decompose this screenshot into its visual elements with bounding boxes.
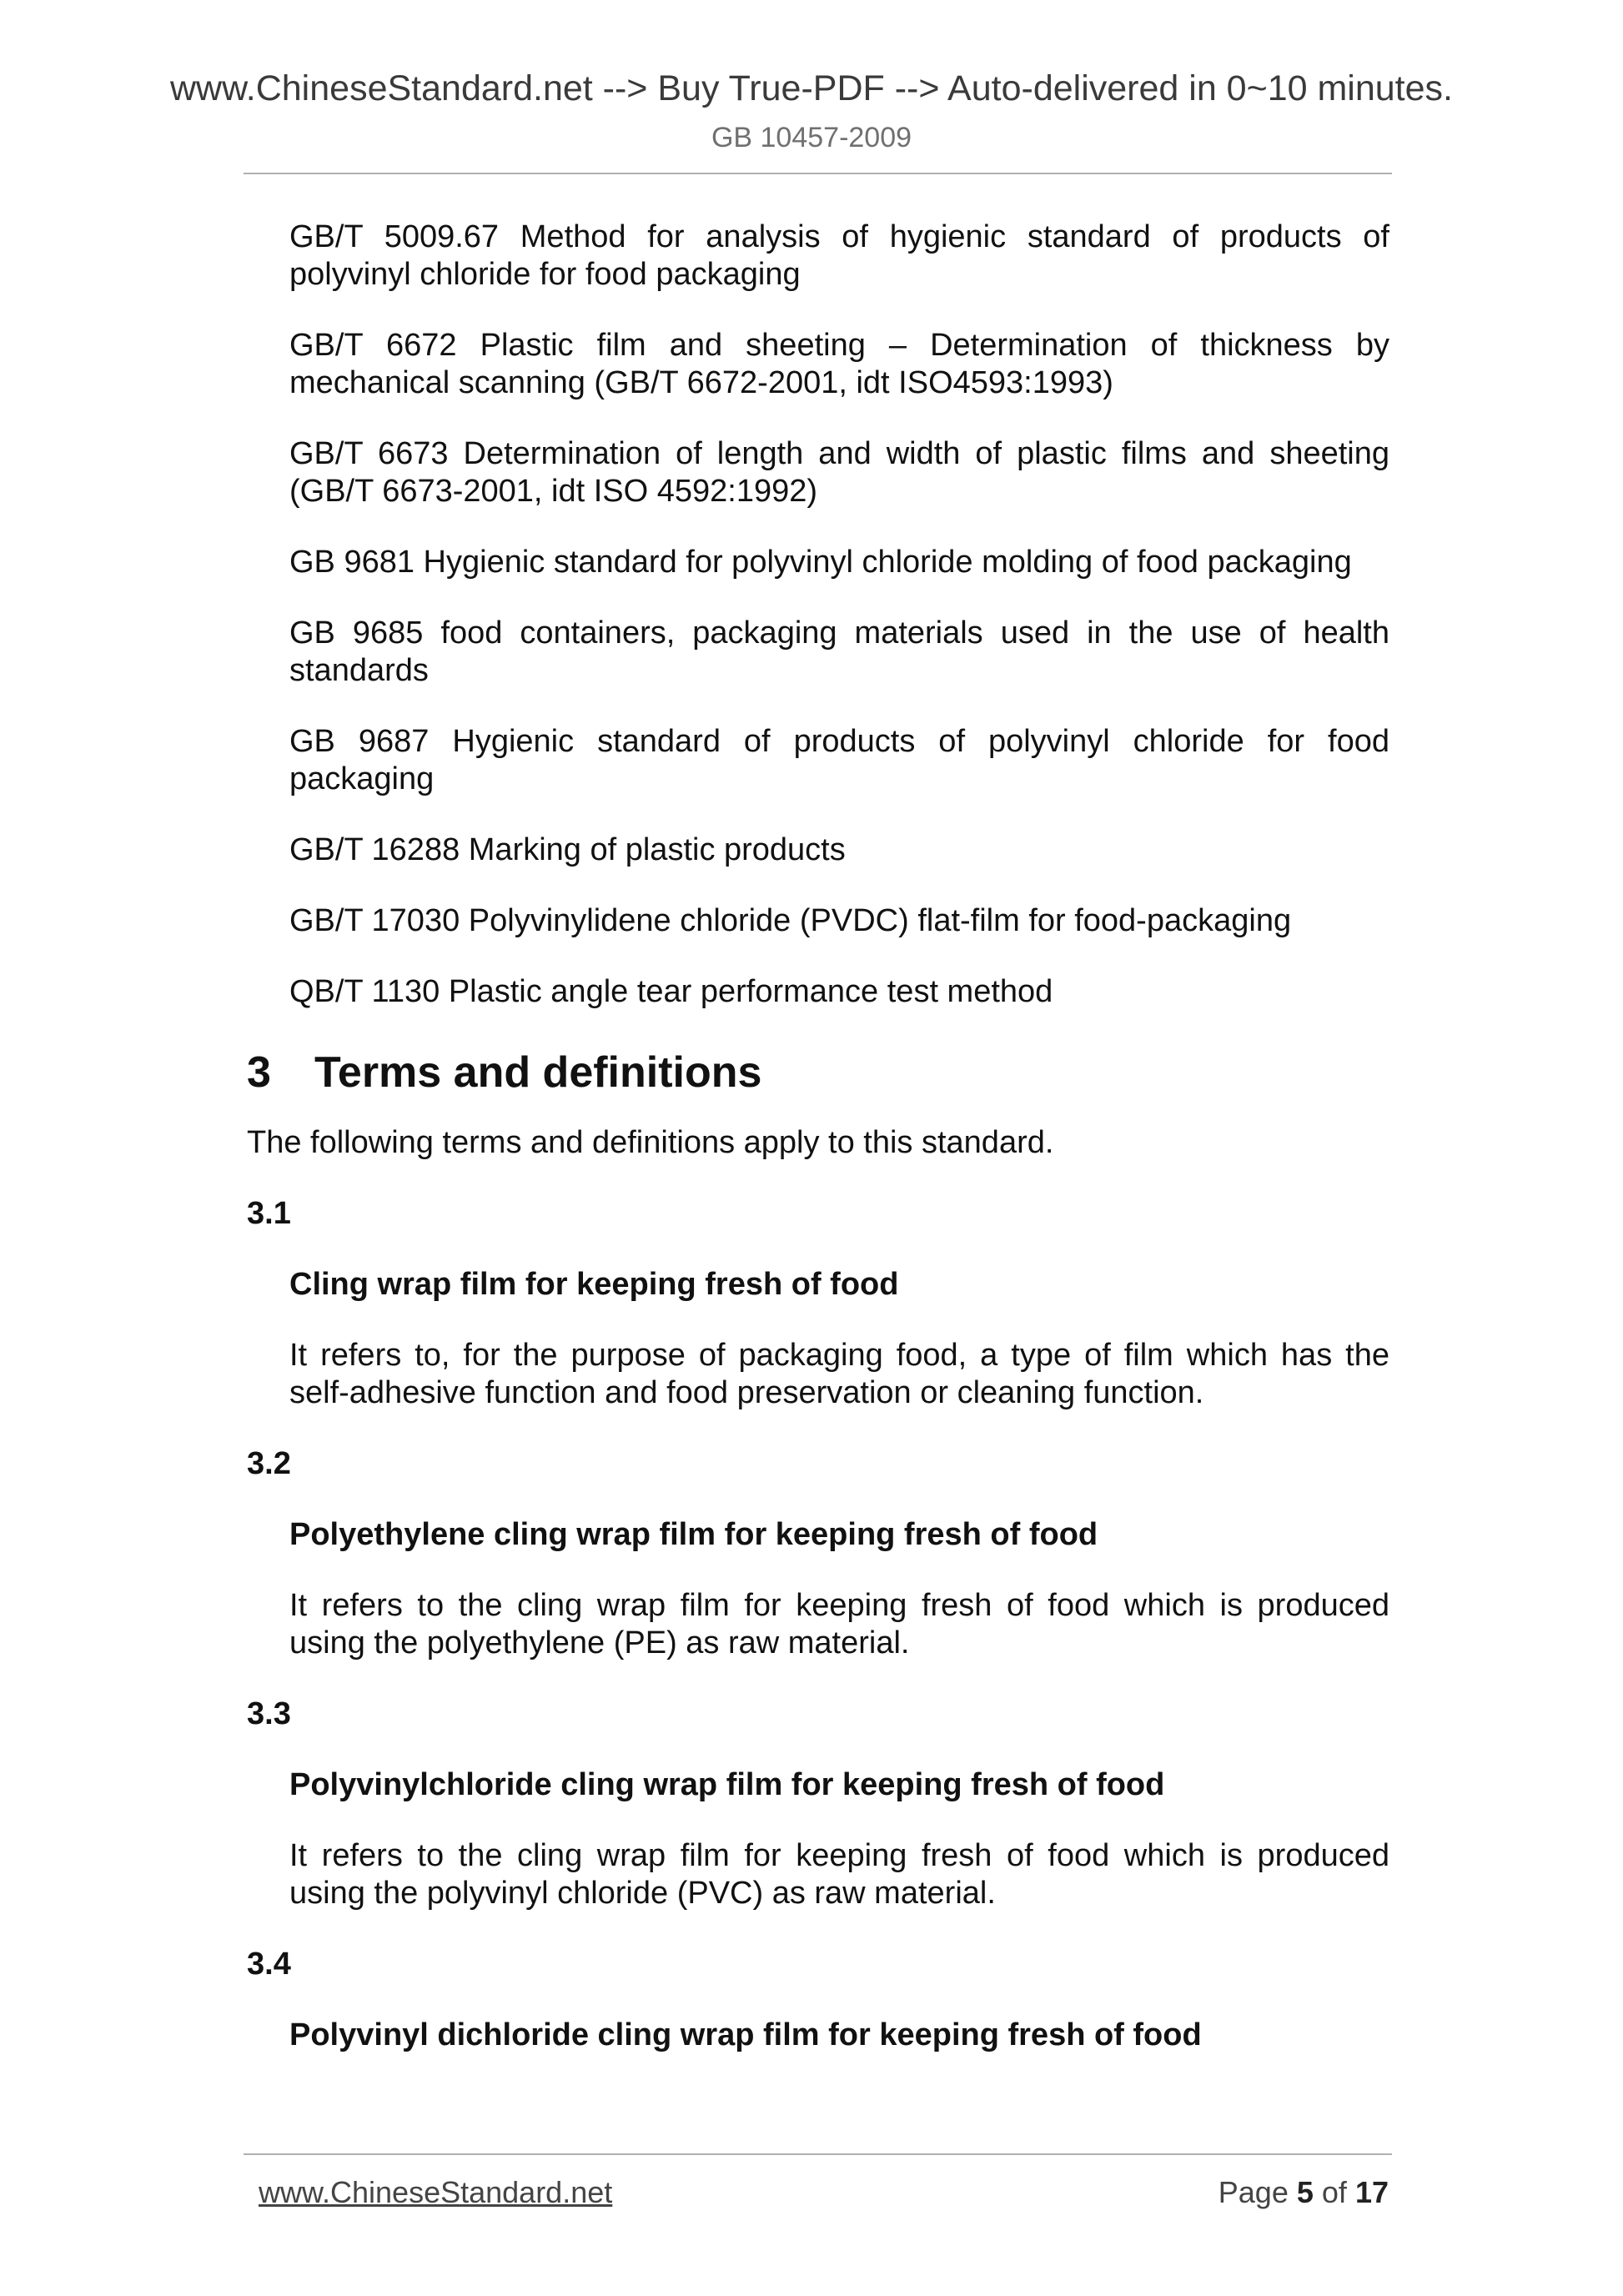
term-title: Polyvinylchloride cling wrap film for keeping fresh of food [289,1767,1165,1802]
document-body [247,219,1389,2088]
section-title: Terms and definitions [314,1048,762,1097]
header-banner: www.ChineseStandard.net --> Buy True-PDF --> Auto-delivered in 0~10 minutes. [169,68,1453,108]
reference-item: GB/T 17030 Polyvinylidene chloride (PVDC) flat-film for food-packaging [289,903,1292,938]
reference-item: QB/T 1130 Plastic angle tear performance test method [289,974,1053,1009]
reference-item: GB/T 6673 Determination of length and width of plastic films and sheeting (GB/T 6673-2001, idt ISO 4592:1992) [289,436,1389,509]
normative-references-list [247,219,1389,1011]
reference-item: GB 9687 Hygienic standard of products of polyvinyl chloride for food packaging [289,724,1389,796]
term-number: 3.3 [247,1696,291,1731]
page-header [0,63,1623,157]
reference-item: GB/T 16288 Marking of plastic products [289,832,846,867]
page-of: of [1321,2175,1347,2209]
page-label: Page [1218,2175,1289,2209]
term-number: 3.2 [247,1446,291,1481]
section-heading [247,1046,1389,1099]
term-entry [247,1445,1389,1662]
reference-item: GB 9681 Hygienic standard for polyvinyl chloride molding of food packaging [289,545,1352,580]
reference-item: GB/T 6672 Plastic film and sheeting – Determination of thickness by mechanical scanning (GB/T 6672-2001, idt ISO4593:1993) [289,328,1389,400]
term-number: 3.4 [247,1947,291,1982]
term-definition: It refers to the cling wrap film for keeping fresh of food which is produced using the polyethylene (PE) as raw material. [289,1588,1389,1660]
site-link[interactable]: www.ChineseStandard.net [259,2175,613,2209]
term-entry [247,1195,1389,1412]
page-counter [1219,2173,1389,2213]
reference-item: GB/T 5009.67 Method for analysis of hygienic standard of products of polyvinyl chloride for food packaging [289,219,1389,292]
term-title: Polyethylene cling wrap film for keeping fresh of food [289,1517,1098,1552]
section-intro: The following terms and definitions apply to this standard. [247,1125,1054,1160]
page-footer [259,2173,1389,2213]
term-title: Polyvinyl dichloride cling wrap film for keeping fresh of food [289,2017,1202,2052]
reference-item: GB 9685 food containers, packaging materials used in the use of health standards [289,615,1389,688]
page-current: 5 [1296,2175,1314,2209]
term-title: Cling wrap film for keeping fresh of food [289,1267,899,1302]
section-number: 3 [247,1048,271,1097]
term-entry [247,1696,1389,1912]
term-definition: It refers to the cling wrap film for keeping fresh of food which is produced using the polyvinyl chloride (PVC) as raw material. [289,1838,1389,1911]
term-number: 3.1 [247,1196,291,1231]
page-total: 17 [1354,2175,1389,2209]
header-divider [244,173,1392,174]
term-definition: It refers to, for the purpose of packaging food, a type of film which has the self-adhesive function and food preservation or cleaning function. [289,1338,1389,1410]
footer-divider [244,2153,1392,2155]
standard-code: GB 10457-2009 [711,122,912,153]
term-entry [247,1946,1389,2054]
